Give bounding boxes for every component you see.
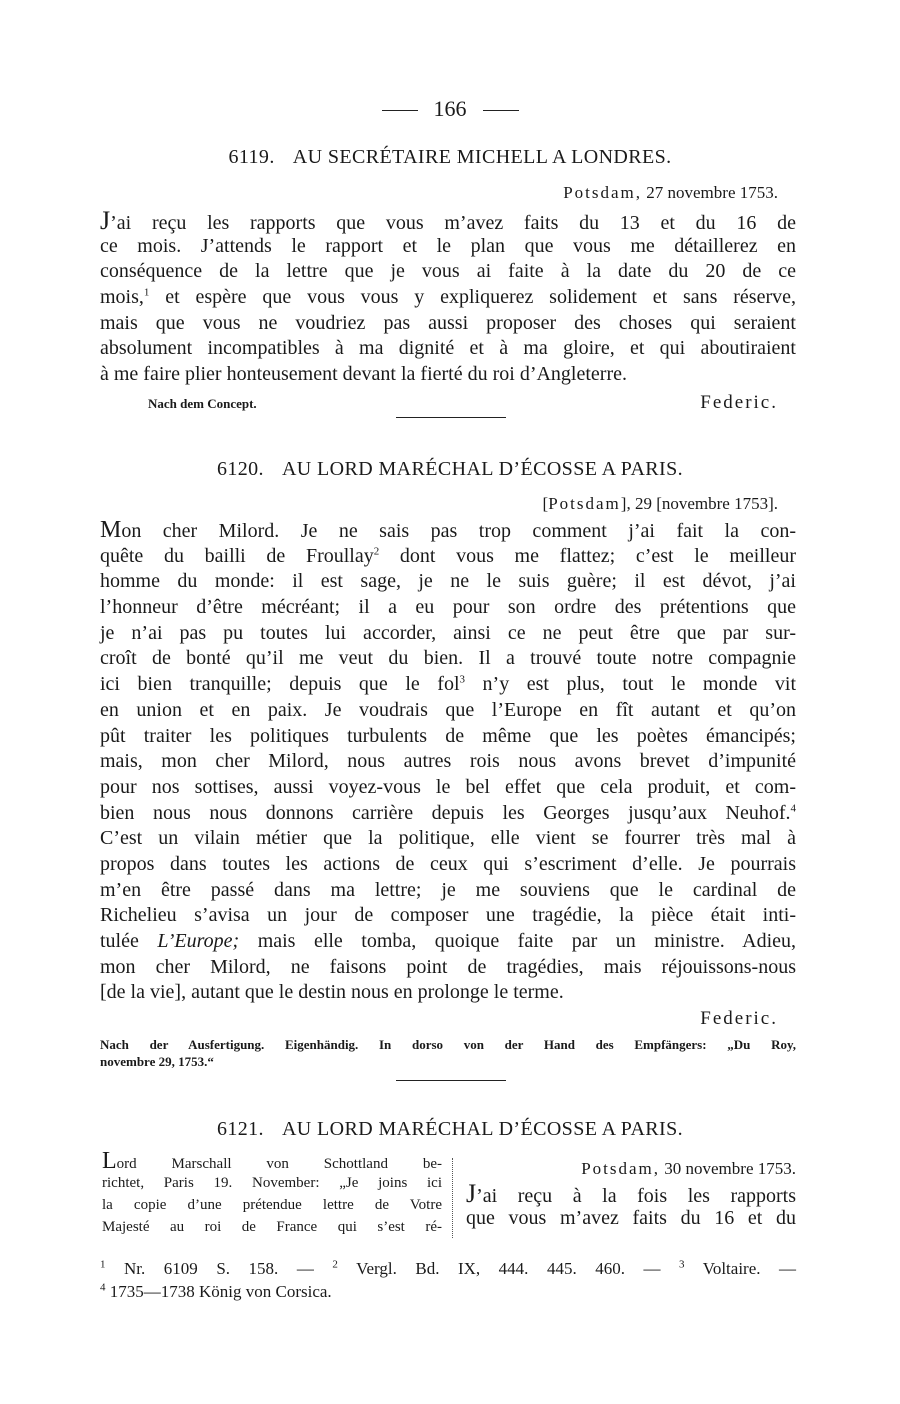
letter-title: AU SECRÉTAIRE MICHELL A LONDRES. [292, 146, 672, 168]
footnote-line: $^4$ 1735—1738 König von Corsica. [100, 1281, 332, 1301]
text-line: tulée L’Europe; mais elle tomba, quoique faite par un ministre. Adieu, [100, 930, 796, 952]
note-line: Nach der Ausfertigung. Eigenhändig. In dorso von der Hand des Empfängers: „Du Roy, [100, 1037, 796, 1052]
text-line: m’en être passé dans ma lettre; je me souviens que le cardinal de [100, 878, 796, 901]
initial-letter: M [100, 517, 122, 543]
footnote-line: $^1$ Nr. 6109 S. 158. — $^2$ Vergl. Bd. IX, 444. 445. 460. — $^3$ Voltaire. — [100, 1258, 797, 1278]
letter-6120-body [100, 518, 796, 1006]
letter-6121-body [466, 1157, 796, 1231]
letter-6121-summary [102, 1150, 442, 1238]
letter-6120-heading [0, 458, 900, 481]
letter-6121-heading [0, 1118, 900, 1141]
text-line: pour nos sottises, aussi voyez-vous le bel effet que cela produit, et com- [100, 775, 796, 798]
text-line: J’ai reçu à la fois les rapports [466, 1179, 796, 1208]
letter-6119-body [100, 208, 796, 388]
summary-line: Majesté au roi de France qui s’est ré- [102, 1219, 442, 1235]
letter-number: 6121. [216, 1118, 264, 1140]
text-line: que vous m’avez faits du 16 et du [466, 1207, 796, 1229]
initial-letter: L [102, 1148, 117, 1174]
letter-6120-source-note [100, 1036, 796, 1070]
letter-6119-source: Nach dem Concept. [148, 396, 257, 411]
footnote-marker: 4 [790, 801, 796, 814]
letter-number: 6119. [228, 146, 275, 168]
letter-6121-dateline: Potsdam, 30 novembre 1753. [581, 1159, 796, 1178]
text-line: ici bien tranquille; depuis que le fol$^3$ n’y est plus, tout le monde vit [100, 673, 797, 696]
text-line: je n’ai pas pu toutes lui accorder, ainsi ce ne peut être que par sur- [100, 621, 796, 644]
footnote-marker: 3 [459, 673, 466, 686]
summary-line: richtet, Paris 19. November: „Je joins ici [102, 1175, 442, 1191]
text-line: Mon cher Milord. Je ne sais pas trop comment j’ai fait la con- [100, 517, 796, 543]
footnote-marker: 1 [143, 286, 150, 299]
letter-6120-dateline: [Potsdam], 29 [novembre 1753]. [542, 494, 778, 513]
text-line: mon cher Milord, ne faisons point de tragédies, mais réjouissons-nous [100, 955, 796, 978]
text-line: [de la vie], autant que le destin nous en prolonge le terme. [100, 981, 564, 1004]
footnote-marker: 2 [373, 545, 380, 558]
text-line: quête du bailli de Froullay$^2$ dont vous me flattez; c’est le meilleur [100, 544, 796, 567]
text-line: à me faire plier honteusement devant la fierté du roi d’Angleterre. [100, 363, 627, 386]
dash-left [382, 110, 418, 111]
text-line: mais, mon cher Milord, nous autres rois nous avons brevet d’impunité [100, 750, 796, 773]
letter-number: 6120. [216, 458, 264, 480]
text-line: ce mois. J’attends le rapport et le plan que vous me détaillerez en [100, 234, 796, 257]
text-line: pût traiter les politiques turbulents de même que les poètes émancipés; [100, 724, 796, 747]
initial-letter: J [466, 1179, 477, 1208]
column-divider [452, 1158, 453, 1238]
letter-title: AU LORD MARÉCHAL D’ÉCOSSE A PARIS. [281, 1118, 684, 1140]
text-line: mois,$^1$ et espère que vous vous y expliquerez solidement et sans réserve, [100, 286, 797, 309]
summary-line: la copie d’une prétendue lettre de Votre [102, 1197, 442, 1213]
dash-right [483, 110, 519, 111]
text-line: en union et en paix. Je voudrais que l’Europe en fît autant et qu’on [100, 698, 796, 721]
summary-line: Lord Marschall von Schottland be- [102, 1148, 442, 1174]
section-divider [396, 417, 506, 418]
text-line: absolument incompatibles à ma dignité et à ma gloire, et qui aboutiraient [100, 337, 796, 360]
text-line: croît de bonté qu’il me veut du bien. Il a trouvé toute notre compagnie [100, 647, 796, 670]
text-line: conséquence de la lettre que je vous ai faite à la date du 20 de ce [100, 260, 796, 283]
note-line: novembre 29, 1753.“ [100, 1054, 214, 1069]
section-divider [396, 1080, 506, 1081]
letter-6120-signature: Federic. [700, 1008, 778, 1029]
letter-6119-heading [0, 146, 900, 169]
text-line: propos dans toutes les actions de ceux qui s’escriment d’elle. Je pourrais [100, 852, 796, 875]
text-line: J’ai reçu les rapports que vous m’avez faits du 13 et du 16 de [100, 206, 796, 235]
text-line: l’honneur d’être mécréant; il a eu pour son ordre des prétentions que [100, 596, 796, 619]
text-line: bien nous nous donnons carrière depuis les Georges jusqu’aux Neuhof.$^4$ [100, 801, 796, 824]
letter-6119-signature: Federic. [700, 392, 778, 413]
letter-title: AU LORD MARÉCHAL D’ÉCOSSE A PARIS. [281, 458, 684, 480]
footnotes [100, 1257, 796, 1303]
text-line: homme du monde: il est sage, je ne le suis guère; il est dévot, j’ai [100, 570, 796, 593]
text-line: C’est un vilain métier que la politique, elle vient se fourrer très mal à [100, 827, 796, 850]
initial-letter: J [100, 206, 111, 235]
text-line: mais que vous ne voudriez pas aussi proposer des choses qui seraient [100, 311, 796, 334]
text-line: Richelieu s’avisa un jour de composer une tragédie, la pièce était inti- [100, 904, 796, 927]
letter-6119-dateline: Potsdam, 27 novembre 1753. [563, 183, 778, 202]
italic-title: L’Europe; [157, 930, 240, 952]
page-number: 166 [0, 96, 900, 122]
